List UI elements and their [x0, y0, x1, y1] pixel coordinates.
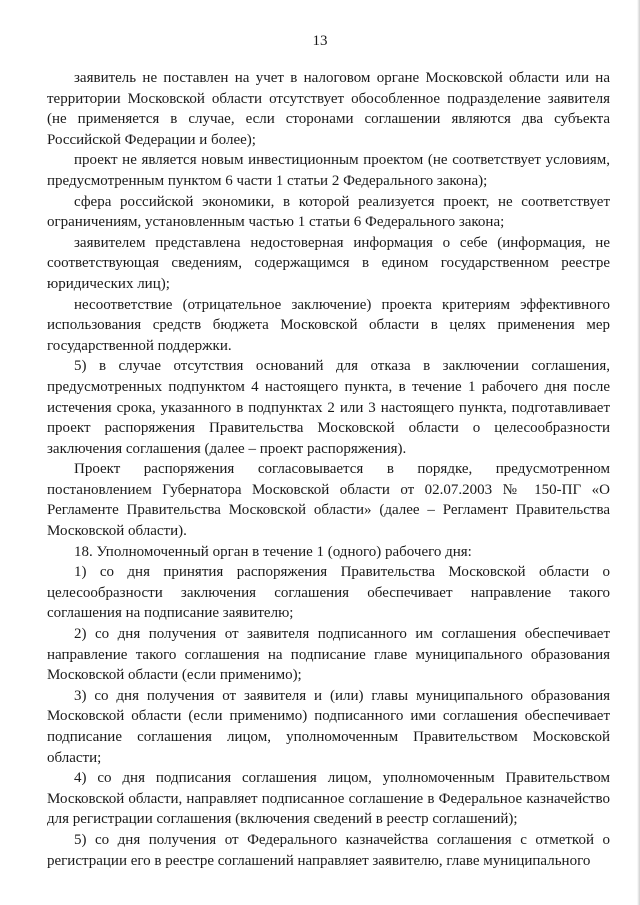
paragraph-clause-18-item-5: 5) со дня получения от Федерального казначейства соглашения с отметкой о регистрации его в реестре соглашений направляет заявителю, главе муниципального [47, 831, 610, 869]
page-number: 13 [312, 33, 328, 49]
paragraph-clause-18-item-1: 1) со дня принятия распоряжения Правительства Московской области о целесообразности заключения соглашения обеспечивает направление такого соглашения на подписание заявителю; [47, 564, 610, 622]
document-body [47, 68, 610, 871]
paragraph-taxpayer-registration: заявитель не поставлен на учет в налоговом органе Московской области или на территории Московской области отсутствует обособленное подразделение заявителя (не применяется в случае, если сторонами соглашении являются два субъекта Российской Федерации и более); [47, 70, 610, 148]
paragraph-criteria-mismatch: несоответствие (отрицательное заключение) проекта критериям эффективного использования средств бюджета Московской области в целях применения мер государственной поддержки. [47, 296, 610, 354]
paragraph-economy-sector: сфера российской экономики, в которой реализуется проект, не соответствует ограничениям, установленным частью 1 статьи 6 Федерального закона; [47, 193, 610, 231]
paragraph-clause-18-item-3: 3) со дня получения от заявителя и (или) главы муниципального образования Московской области (если применимо) подписанного ими соглашения обеспечивает подписание соглашения лицом, уполномоченным Правительством Московской области; [47, 687, 610, 766]
paragraph-draft-approval: Проект распоряжения согласовывается в порядке, предусмотренном постановлением Губернатора Московской области от 02.07.2003 № 150-ПГ «О Регламенте Правительства Московской области» (далее – Регламент Правительства Московской области). [47, 461, 610, 540]
paragraph-clause-18: 18. Уполномоченный орган в течение 1 (одного) рабочего дня: [74, 543, 472, 560]
paragraph-item-5-draft-order: 5) в случае отсутствия оснований для отказа в заключении соглашения, предусмотренных подпунктом 4 настоящего пункта, в течение 1 рабочего дня после истечения срока, указанного в подпунктах 2 или 3 настоящего пункта, подготавливает проект распоряжения Правительства Московской области о целесообразности заключения соглашения (далее – проект распоряжения). [47, 358, 610, 457]
paragraph-false-information: заявителем представлена недостоверная информация о себе (информация, не соответствующая сведениям, содержащимся в едином государственном реестре юридических лиц); [47, 234, 610, 292]
paragraph-not-new-project: проект не является новым инвестиционным проектом (не соответствует условиям, предусмотренным пунктом 6 части 1 статьи 2 Федерального закона); [47, 152, 610, 189]
paragraph-clause-18-item-2: 2) со дня получения от заявителя подписанного им соглашения обеспечивает направление такого соглашения на подписание главе муниципального образования Московской области (если применимо); [47, 626, 610, 684]
paragraph-clause-18-item-4: 4) со дня подписания соглашения лицом, уполномоченным Правительством Московской области, направляет подписанное соглашение в Федеральное казначейство для регистрации соглашения (включения сведений в реестр соглашений); [47, 770, 610, 828]
